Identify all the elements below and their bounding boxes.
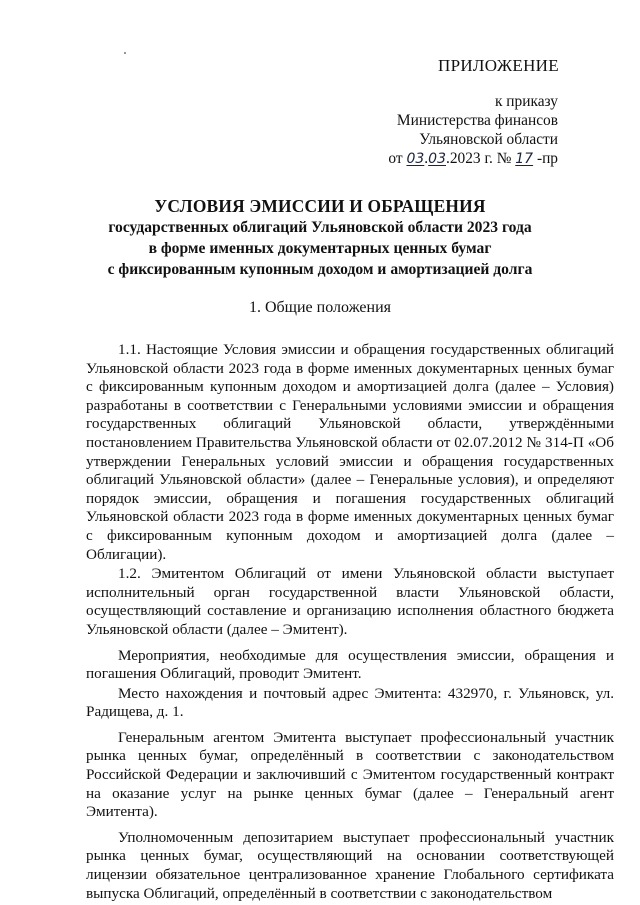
order-number-handwritten: 17 — [515, 151, 534, 167]
order-year-text: .2023 г. № — [445, 150, 516, 167]
order-date-prefix: от — [388, 150, 407, 167]
document-body — [86, 341, 614, 903]
order-line: к приказу — [494, 93, 558, 110]
order-reference — [388, 92, 558, 169]
paragraph-depositary: Уполномоченным депозитарием выступает профессиональный участник рынка ценных бумаг, осуществляющий на основании соответствующей лицензии обязательное централизованное хранение Глобального сертификата выпуска Облигаций, определённый в соответствии с законодательством — [86, 828, 614, 902]
order-day-handwritten: 03 — [406, 151, 425, 167]
title-line: с фиксированным купонным доходом и амортизацией долга — [107, 261, 533, 278]
title-line-main: УСЛОВИЯ ЭМИССИИ И ОБРАЩЕНИЯ — [154, 196, 486, 216]
order-date-dot: . — [424, 150, 429, 167]
scan-speck — [124, 52, 126, 54]
order-month-handwritten: 03 — [428, 151, 446, 167]
order-suffix: -пр — [533, 150, 558, 167]
paragraph-address: Место нахождения и почтовый адрес Эмитента: 432970, г. Ульяновск, ул. Радищева, д. 1. — [86, 684, 614, 721]
paragraph-1-1: 1.1. Настоящие Условия эмиссии и обращения государственных облигаций Ульяновской области 2023 года в форме именных документарных ценных бумаг с фиксированным купонным доходом и амортизацией долга (далее – Условия) разработаны в соответствии с Генеральными условиями эмиссии и обращения государственных облигаций Ульяновской области, утверждёнными постановлением Правительства Ульяновской области от 02.07.2012 № 314-П «Об утверждении Генеральных условий эмиссии и обращения государственных облигаций Ульяновской области» (далее – Генеральные условия), и определяют порядок эмиссии, обращения и погашения государственных облигаций Ульяновской области 2023 года в форме именных документарных ценных бумаг с фиксированным купонным доходом и амортизацией долга (далее – Облигации). — [86, 341, 614, 563]
paragraph-measures: Мероприятия, необходимые для осуществления эмиссии, обращения и погашения Облигаций, проводит Эмитент. — [86, 646, 614, 683]
title-line: в форме именных документарных ценных бумаг — [148, 240, 492, 257]
appendix-label: ПРИЛОЖЕНИЕ — [438, 56, 559, 75]
order-line: Министерства финансов — [396, 112, 558, 129]
paragraph-1-2: 1.2. Эмитентом Облигаций от имени Ульяновской области выступает исполнительный орган государственной власти Ульяновской области, осуществляющий составление и организацию исполнения областного бюджета Ульяновской области (далее – Эмитент). — [86, 565, 614, 638]
order-line: Ульяновской области — [419, 131, 558, 148]
paragraph-general-agent: Генеральным агентом Эмитента выступает профессиональный участник рынка ценных бумаг, определённый в соответствии с законодательством Российской Федерации и заключивший с Эмитентом государственный контракт на оказание услуг на рынке ценных бумаг (далее – Генеральный агент Эмитента). — [86, 728, 614, 821]
document-title — [88, 196, 552, 280]
section-heading: 1. Общие положения — [248, 299, 392, 316]
order-date-line — [388, 149, 558, 169]
title-line: государственных облигаций Ульяновской области 2023 года — [108, 219, 532, 236]
